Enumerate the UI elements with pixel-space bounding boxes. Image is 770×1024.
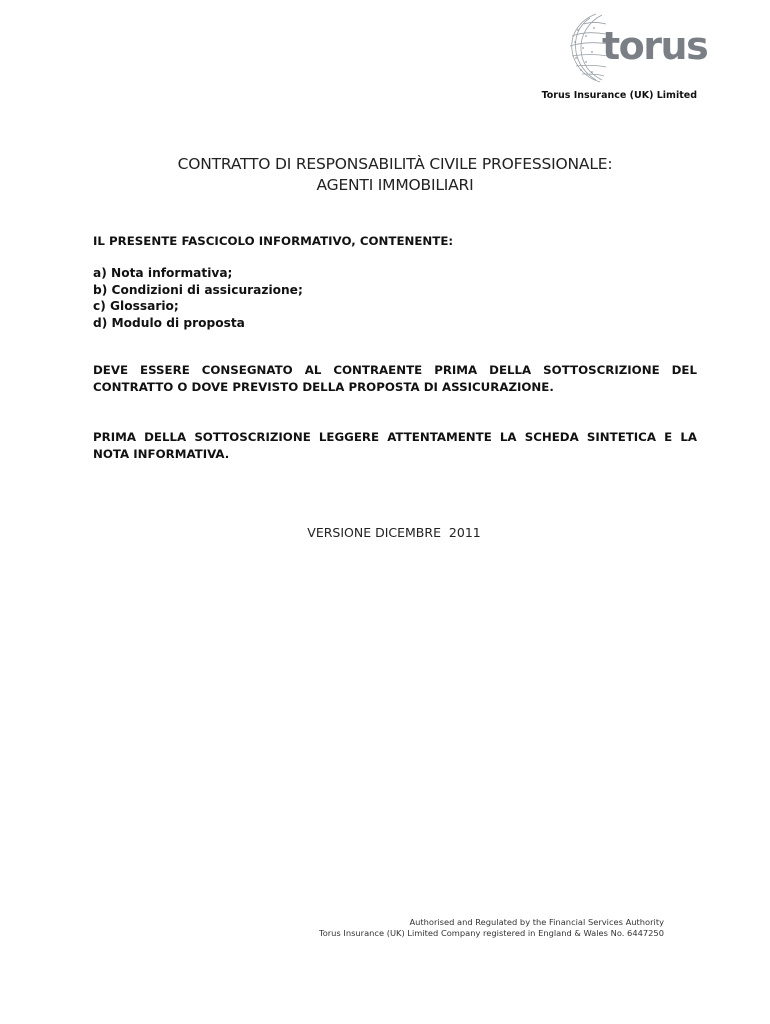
contents-list: [93, 265, 303, 331]
list-item: c) Glossario;: [93, 299, 179, 313]
footer-regulation: Authorised and Regulated by the Financial Services Authority: [409, 917, 664, 927]
reading-notice: PRIMA DELLA SOTTOSCRIZIONE LEGGERE ATTENTAMENTE LA SCHEDA SINTETICA E LA NOTA INFORMATIVA.: [93, 430, 697, 461]
logo-wordmark: torus: [602, 24, 708, 68]
list-item: b) Condizioni di assicurazione;: [93, 282, 303, 297]
torus-logo: [566, 10, 706, 85]
company-name: Torus Insurance (UK) Limited: [541, 90, 697, 101]
intro-text: IL PRESENTE FASCICOLO INFORMATIVO, CONTENENTE:: [93, 234, 454, 248]
footer-registration: Torus Insurance (UK) Limited Company registered in England & Wales No. 6447250: [319, 928, 664, 938]
list-item: a) Nota informativa;: [93, 266, 233, 280]
document-title-line1: CONTRATTO DI RESPONSABILITÀ CIVILE PROFESSIONALE:: [177, 155, 613, 173]
document-title-line2: AGENTI IMMOBILIARI: [316, 176, 474, 194]
delivery-notice: DEVE ESSERE CONSEGNATO AL CONTRAENTE PRIMA DELLA SOTTOSCRIZIONE DEL CONTRATTO O DOVE PREVISTO DELLA PROPOSTA DI ASSICURAZIONE.: [93, 363, 697, 394]
version-label: VERSIONE DICEMBRE 2011: [307, 525, 481, 540]
list-item: d) Modulo di proposta: [93, 315, 245, 330]
